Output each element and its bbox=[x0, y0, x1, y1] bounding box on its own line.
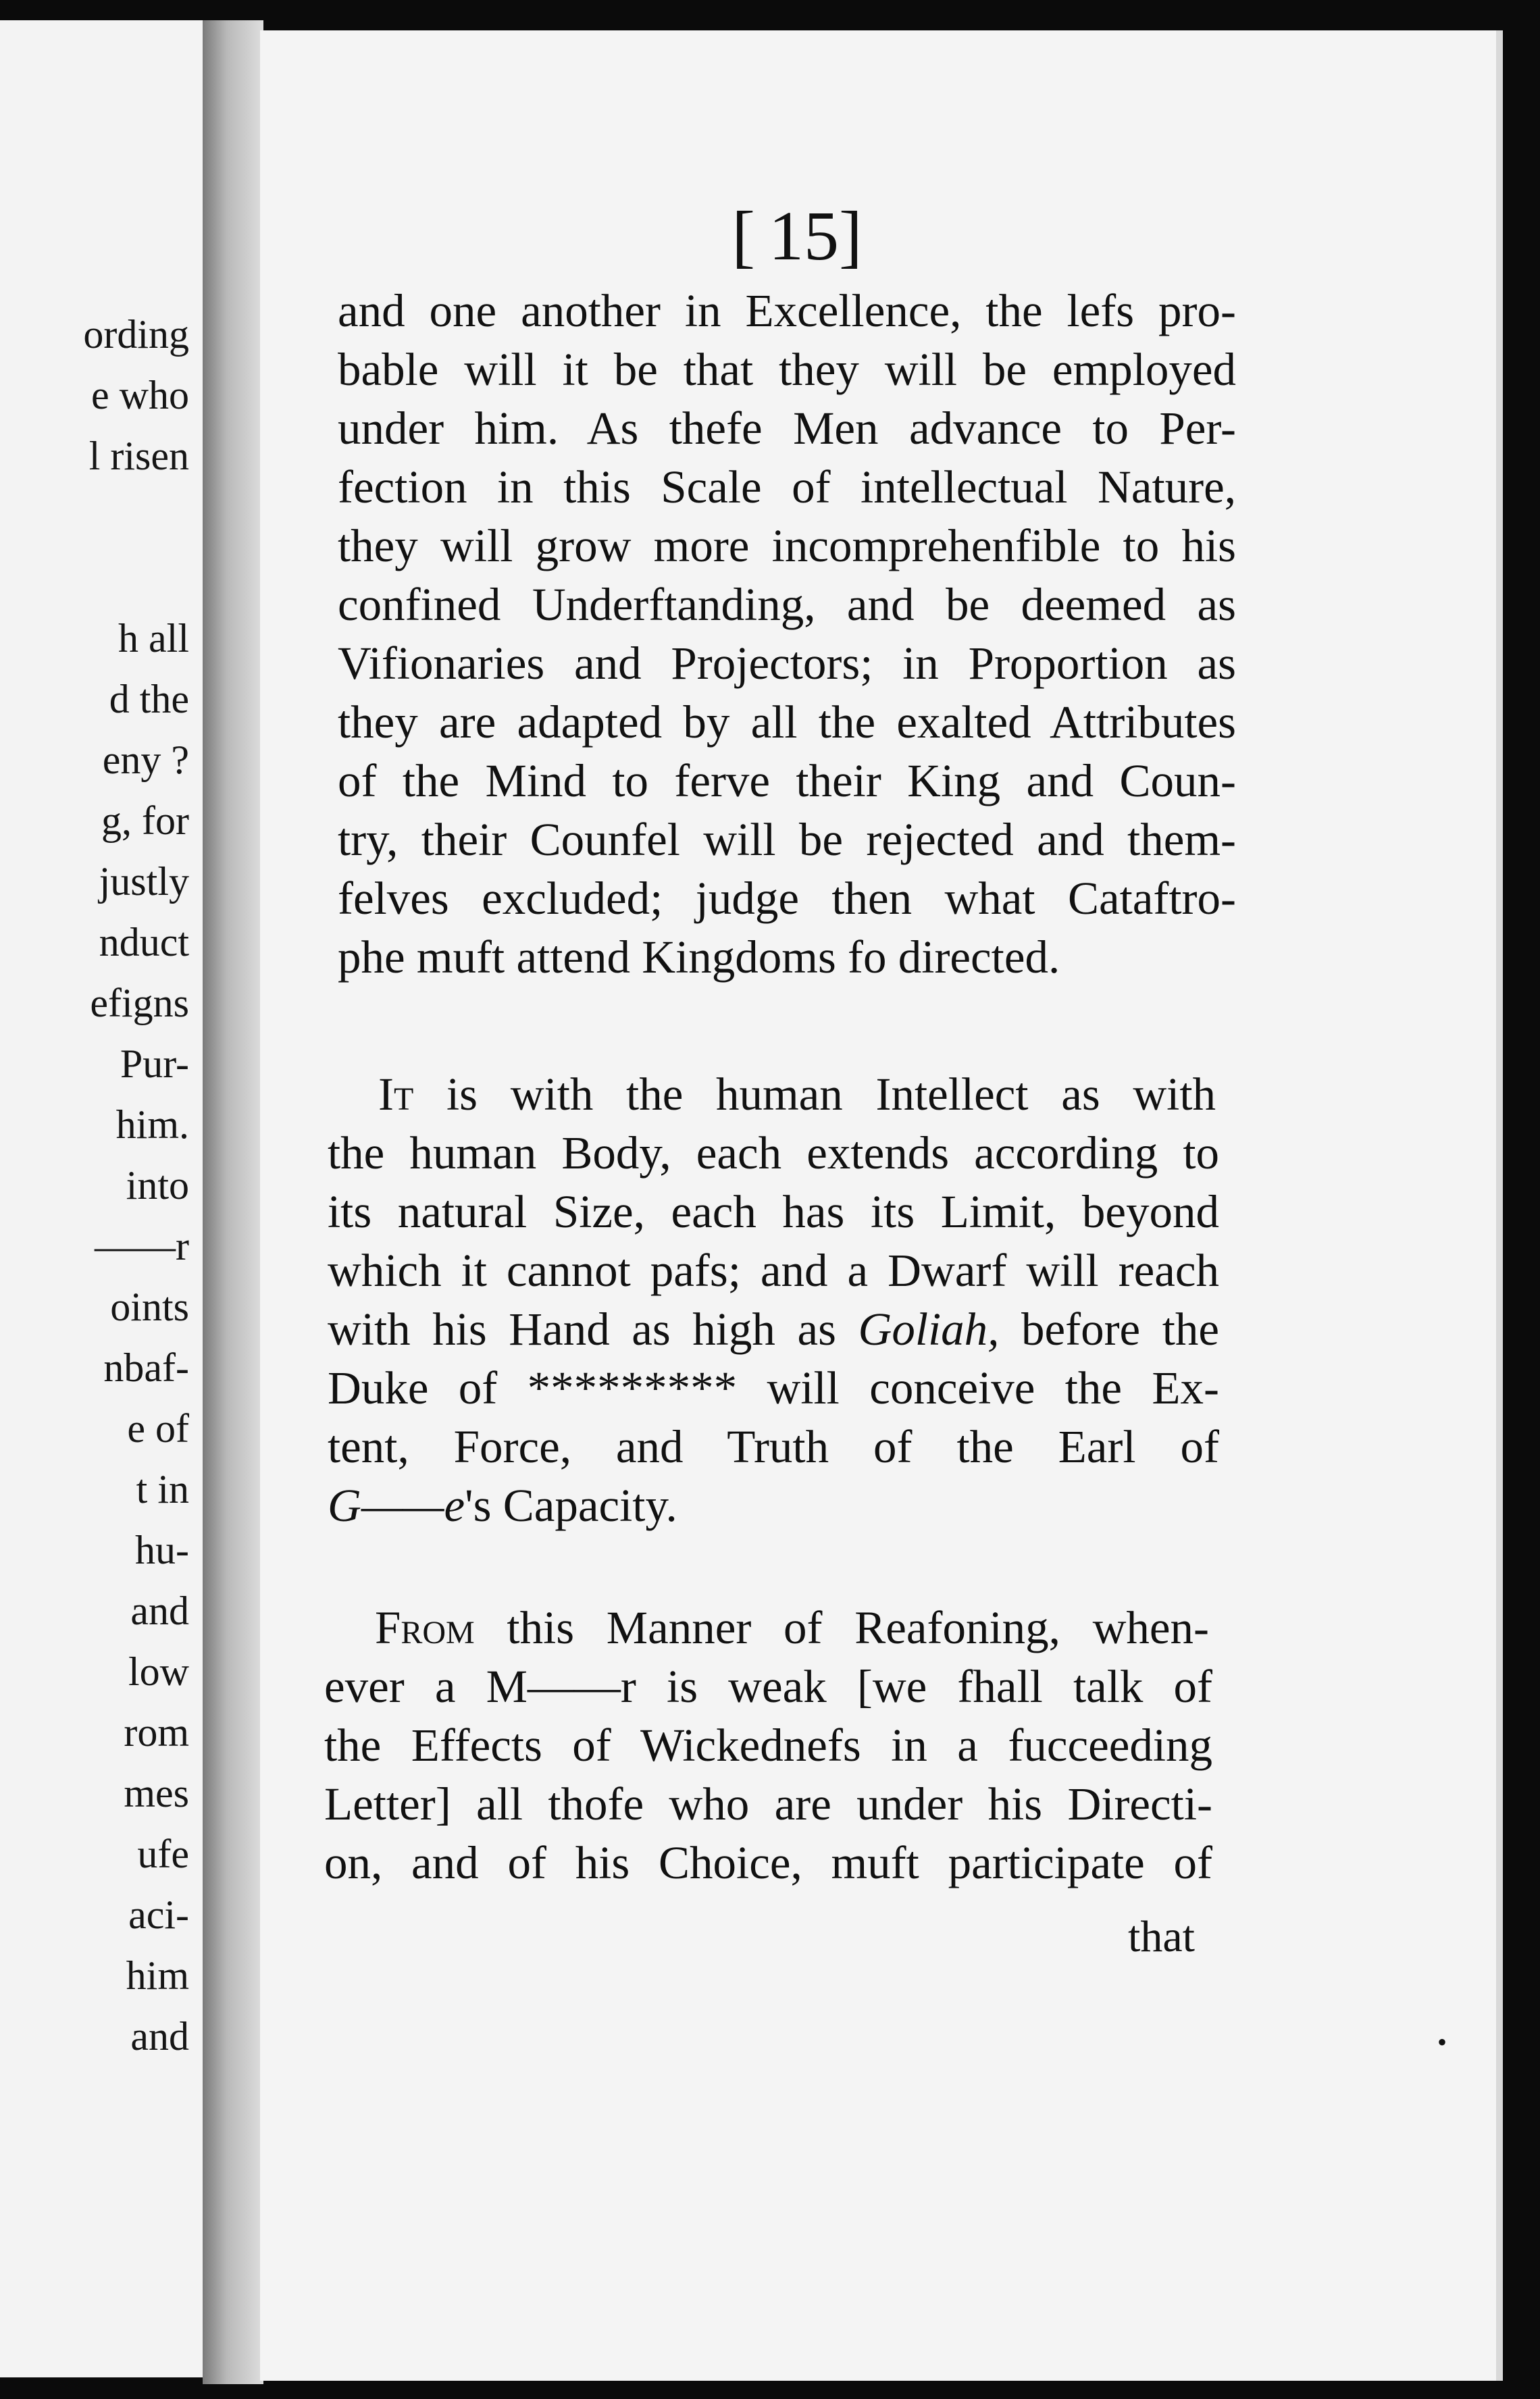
catchword: that bbox=[1128, 1912, 1195, 1961]
text-line: try, their Counfel will be rejected and them- bbox=[338, 814, 1236, 865]
left-page-line: justly bbox=[99, 859, 189, 904]
left-page bbox=[0, 20, 203, 2377]
text-line: of the Mind to ferve their King and Coun- bbox=[338, 755, 1236, 806]
text-line: which it cannot pafs; and a Dwarf will reach bbox=[328, 1245, 1219, 1296]
text-line: its natural Size, each has its Limit, beyond bbox=[328, 1186, 1219, 1237]
text-line: felves excluded; judge then what Cataftro- bbox=[338, 873, 1236, 924]
text-line: G——e's Capacity. bbox=[328, 1480, 677, 1531]
text-line: fection in this Scale of intellectual Nature, bbox=[338, 461, 1236, 513]
text-line: Vifionaries and Projectors; in Proportion as bbox=[338, 638, 1236, 689]
left-page-line: him bbox=[126, 1953, 189, 1998]
ink-speck: • bbox=[1437, 2027, 1447, 2057]
left-page-line: nduct bbox=[99, 920, 189, 964]
left-page-line: and bbox=[130, 2014, 189, 2059]
page-number: [15] bbox=[732, 197, 876, 275]
text-line: they will grow more incomprehenfible to his bbox=[338, 520, 1236, 571]
left-page-line: l risen bbox=[88, 434, 189, 478]
small-caps-lead: It bbox=[378, 1068, 414, 1120]
left-page-line: h all bbox=[118, 616, 189, 661]
book-gutter bbox=[203, 20, 263, 2384]
left-page-line: ufe bbox=[137, 1832, 189, 1876]
text-line: tent, Force, and Truth of the Earl of bbox=[328, 1421, 1219, 1472]
left-page-line: into bbox=[126, 1163, 189, 1208]
text-line: ever a M——r is weak [we fhall talk of bbox=[324, 1661, 1212, 1712]
text-line: Letter] all thofe who are under his Directi- bbox=[324, 1778, 1212, 1830]
left-page-line: d the bbox=[109, 677, 189, 721]
text-line: the Effects of Wickednefs in a fucceeding bbox=[324, 1720, 1212, 1771]
left-page-line: efigns bbox=[90, 981, 189, 1025]
text-line: confined Underftanding, and be deemed as bbox=[338, 579, 1236, 630]
left-page-line: hu- bbox=[135, 1528, 189, 1572]
italic-name: Goliah, bbox=[858, 1304, 1000, 1355]
text-line: Duke of ********* will conceive the Ex- bbox=[328, 1362, 1219, 1414]
left-page-line: mes bbox=[124, 1771, 189, 1815]
left-page-line: eny ? bbox=[102, 738, 189, 782]
text-line: phe muft attend Kingdoms fo directed. bbox=[338, 931, 1060, 983]
text-line: It is with the human Intellect as with bbox=[378, 1068, 1216, 1120]
left-page-line: g, for bbox=[101, 798, 189, 843]
text-line: under him. As thefe Men advance to Per- bbox=[338, 403, 1236, 454]
left-page-line: e who bbox=[91, 373, 189, 417]
left-page-line: rom bbox=[124, 1710, 189, 1755]
left-page-line: t in bbox=[136, 1467, 189, 1512]
left-page-line: oints bbox=[110, 1285, 189, 1329]
text-line: they are adapted by all the exalted Attributes bbox=[338, 696, 1236, 748]
text-line: and one another in Excellence, the lefs pro- bbox=[338, 285, 1236, 336]
text-line: with his Hand as high as Goliah, before the bbox=[328, 1304, 1220, 1355]
text-line: on, and of his Choice, muft participate of bbox=[324, 1837, 1212, 1888]
left-page-line: him. bbox=[116, 1102, 189, 1147]
left-page-line: Pur- bbox=[120, 1041, 189, 1086]
left-page-line: and bbox=[130, 1589, 189, 1633]
italic-name: G——e bbox=[328, 1480, 465, 1531]
left-page-line: nbaf- bbox=[103, 1345, 189, 1390]
left-page-line: e of bbox=[127, 1406, 189, 1451]
text-line: bable will it be that they will be employed bbox=[338, 344, 1236, 395]
small-caps-lead: From bbox=[375, 1602, 475, 1653]
left-page-line: ——r bbox=[95, 1224, 189, 1268]
text-line: From this Manner of Reafoning, when- bbox=[375, 1602, 1210, 1653]
left-page-line: ording bbox=[83, 312, 189, 357]
text-line: the human Body, each extends according to bbox=[328, 1127, 1219, 1179]
left-page-line: low bbox=[128, 1649, 189, 1694]
left-page-line: aci- bbox=[128, 1892, 189, 1937]
